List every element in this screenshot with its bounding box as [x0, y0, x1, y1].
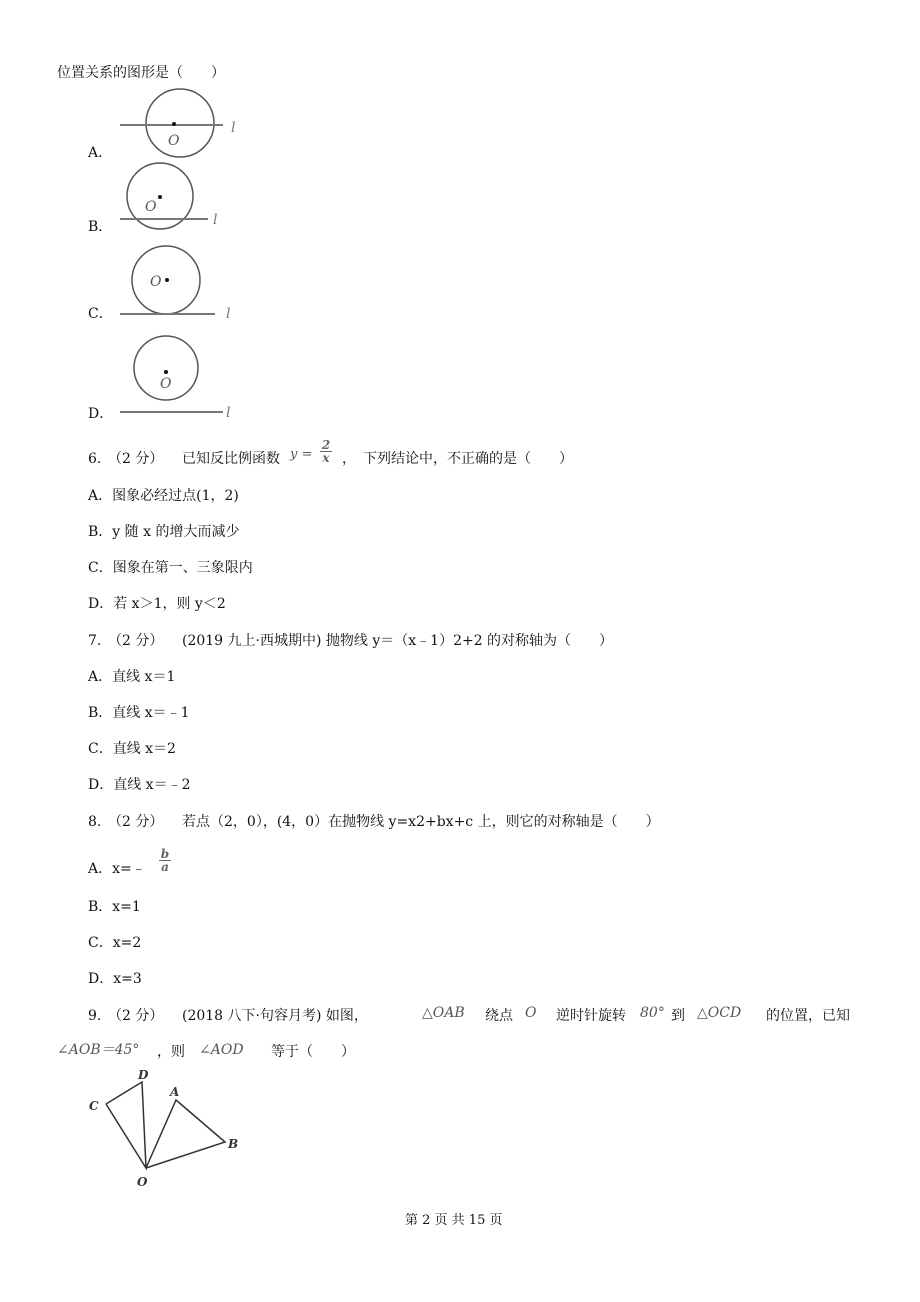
q7-option-c: C．直线 x＝2 — [88, 741, 176, 757]
q9-text-g: 等于（ ） — [271, 1044, 355, 1060]
q6-text-after: ， 下列结论中，不正确的是（ ） — [342, 451, 573, 467]
q9-point-o: O — [525, 1005, 537, 1021]
q6-option-a: A．图象必经过点(1，2) — [88, 488, 239, 504]
q8-number: 8. — [88, 814, 102, 830]
q6-formula-denominator: x — [320, 451, 332, 464]
q8-option-a-fraction — [159, 848, 171, 873]
q5-option-b-label: B． — [88, 219, 113, 235]
q9-triangle-ocd: △OCD — [697, 1005, 742, 1021]
q9-text-e: 的位置，已知 — [766, 1008, 850, 1024]
q7-option-b: B．直线 x＝﹣1 — [88, 705, 190, 721]
q6-formula-lhs: y = — [290, 447, 313, 462]
q5-stem: 位置关系的图形是（ ） — [57, 65, 225, 81]
q8-option-c: C．x=2 — [88, 935, 142, 951]
q8-score: （2 分） — [108, 814, 164, 830]
q9-score: （2 分） — [108, 1008, 164, 1024]
q8-text: 若点（2，0），(4，0）在抛物线 y=x2+bx+c 上，则它的对称轴是（ ） — [182, 814, 660, 830]
q9-figure — [84, 1066, 254, 1190]
svg-text:O: O — [160, 376, 172, 392]
q6-number: 6. — [88, 451, 102, 467]
q5-option-c-figure — [115, 244, 245, 322]
q7-number: 7. — [88, 633, 102, 649]
q8-option-a-denominator: a — [159, 860, 171, 873]
q9-text-b: 绕点 — [485, 1008, 513, 1024]
q5-option-a-label: A． — [88, 145, 113, 161]
q9-text-a: (2018 八下·句容月考) 如图， — [182, 1008, 368, 1024]
q5-option-d-figure — [115, 334, 245, 420]
svg-text:l: l — [213, 212, 218, 228]
svg-text:D: D — [138, 1068, 149, 1082]
q6-formula-numerator: 2 — [321, 438, 331, 452]
q9-text-d: 到 — [671, 1008, 685, 1024]
q6-option-b: B．y 随 x 的增大而减少 — [88, 524, 240, 540]
q6-text-before: 已知反比例函数 — [182, 451, 280, 467]
svg-text:O: O — [168, 133, 180, 149]
q7-score: （2 分） — [108, 633, 164, 649]
svg-text:O: O — [150, 274, 162, 290]
svg-text:C: C — [89, 1099, 99, 1113]
q9-text-f: ，则 — [157, 1044, 185, 1060]
svg-text:O: O — [145, 199, 157, 215]
q7-text: (2019 九上·西城期中) 抛物线 y＝（x﹣1）2+2 的对称轴为（ ） — [182, 633, 614, 649]
q8-option-a-numerator: b — [160, 847, 170, 861]
q8-option-b: B．x=1 — [88, 899, 141, 915]
q7-option-d: D．直线 x＝﹣2 — [88, 777, 191, 793]
q6-score: （2 分） — [108, 451, 164, 467]
q7-option-a: A．直线 x＝1 — [88, 669, 176, 685]
q9-given-angle: ∠AOB＝45° — [57, 1042, 140, 1058]
svg-text:l: l — [226, 306, 231, 322]
q8-option-d: D．x=3 — [88, 971, 142, 987]
q9-number: 9. — [88, 1008, 102, 1024]
q9-text-c: 逆时针旋转 — [556, 1008, 626, 1024]
svg-text:O: O — [137, 1175, 148, 1189]
svg-text:l: l — [226, 405, 231, 420]
svg-text:B: B — [228, 1137, 239, 1151]
q6-formula-fraction — [320, 439, 332, 464]
svg-text:l: l — [231, 120, 236, 136]
q9-rotation-angle: 80° — [640, 1005, 665, 1021]
q9-triangle-oab: △OAB — [422, 1005, 465, 1021]
q6-option-c: C．图象在第一、三象限内 — [88, 560, 253, 576]
q5-option-b-figure — [115, 162, 245, 232]
q5-option-c-label: C． — [88, 306, 113, 322]
q6-option-d: D．若 x＞1，则 y＜2 — [88, 596, 226, 612]
svg-text:A: A — [170, 1085, 180, 1099]
q5-option-a-figure — [115, 88, 245, 162]
page-footer: 第 2 页 共 15 页 — [405, 1213, 503, 1228]
q8-option-a-prefix: A．x=﹣ — [88, 861, 146, 877]
q9-target-angle: ∠AOD — [199, 1042, 244, 1058]
q5-option-d-label: D． — [88, 406, 114, 422]
